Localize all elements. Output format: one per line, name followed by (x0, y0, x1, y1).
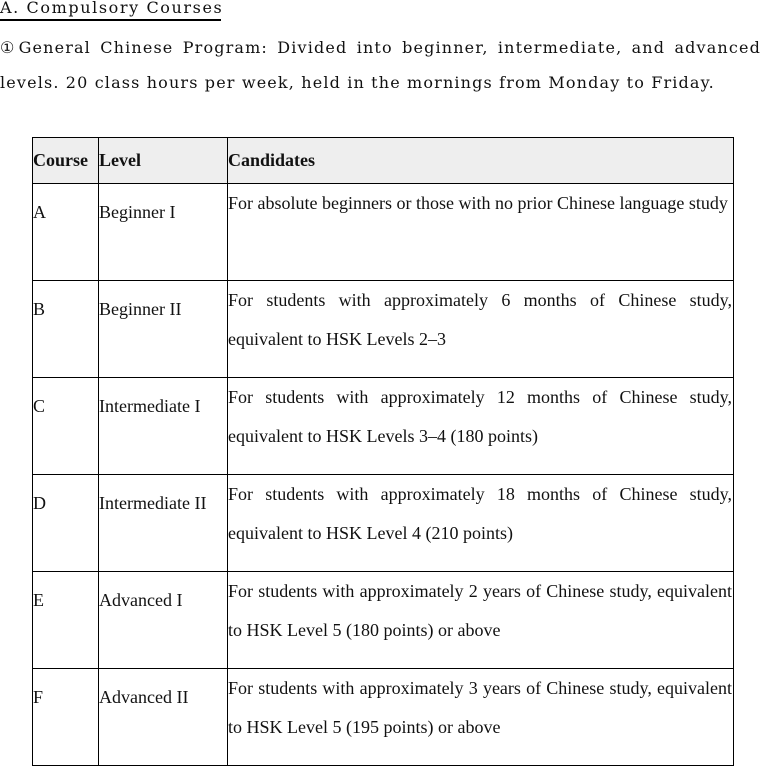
course-code: A (33, 184, 99, 281)
table-row (33, 184, 734, 281)
table-row (33, 572, 734, 669)
course-level: Intermediate I (99, 378, 228, 475)
course-candidates: For absolute beginners or those with no prior Chinese language study (228, 184, 734, 281)
course-candidates: For students with approximately 12 months of Chinese study, equivalent to HSK Levels 3–4 (180 points) (228, 378, 734, 475)
course-code: F (33, 669, 99, 766)
course-candidates: For students with approximately 18 months of Chinese study, equivalent to HSK Level 4 (210 points) (228, 475, 734, 572)
course-code: E (33, 572, 99, 669)
course-code: B (33, 281, 99, 378)
course-code: C (33, 378, 99, 475)
course-code: D (33, 475, 99, 572)
table-row (33, 669, 734, 766)
table-row (33, 281, 734, 378)
course-candidates: For students with approximately 2 years of Chinese study, equivalent to HSK Level 5 (180 points) or above (228, 572, 734, 669)
section-heading: A. Compulsory Courses (0, 0, 221, 21)
course-level: Advanced I (99, 572, 228, 669)
table-row (33, 475, 734, 572)
course-level: Beginner I (99, 184, 228, 281)
course-level: Advanced II (99, 669, 228, 766)
header-course: Course (33, 138, 99, 184)
table-row (33, 378, 734, 475)
course-table (32, 137, 734, 766)
program-description: ①General Chinese Program: Divided into beginner, intermediate, and advanced levels. 20 class hours per week, held in the mornings from Monday to Friday. (0, 38, 761, 92)
header-candidates: Candidates (228, 138, 734, 184)
course-level: Beginner II (99, 281, 228, 378)
table-header-row (33, 138, 734, 184)
course-level: Intermediate II (99, 475, 228, 572)
course-candidates: For students with approximately 6 months of Chinese study, equivalent to HSK Levels 2–3 (228, 281, 734, 378)
header-level: Level (99, 138, 228, 184)
course-candidates: For students with approximately 3 years of Chinese study, equivalent to HSK Level 5 (195 points) or above (228, 669, 734, 766)
